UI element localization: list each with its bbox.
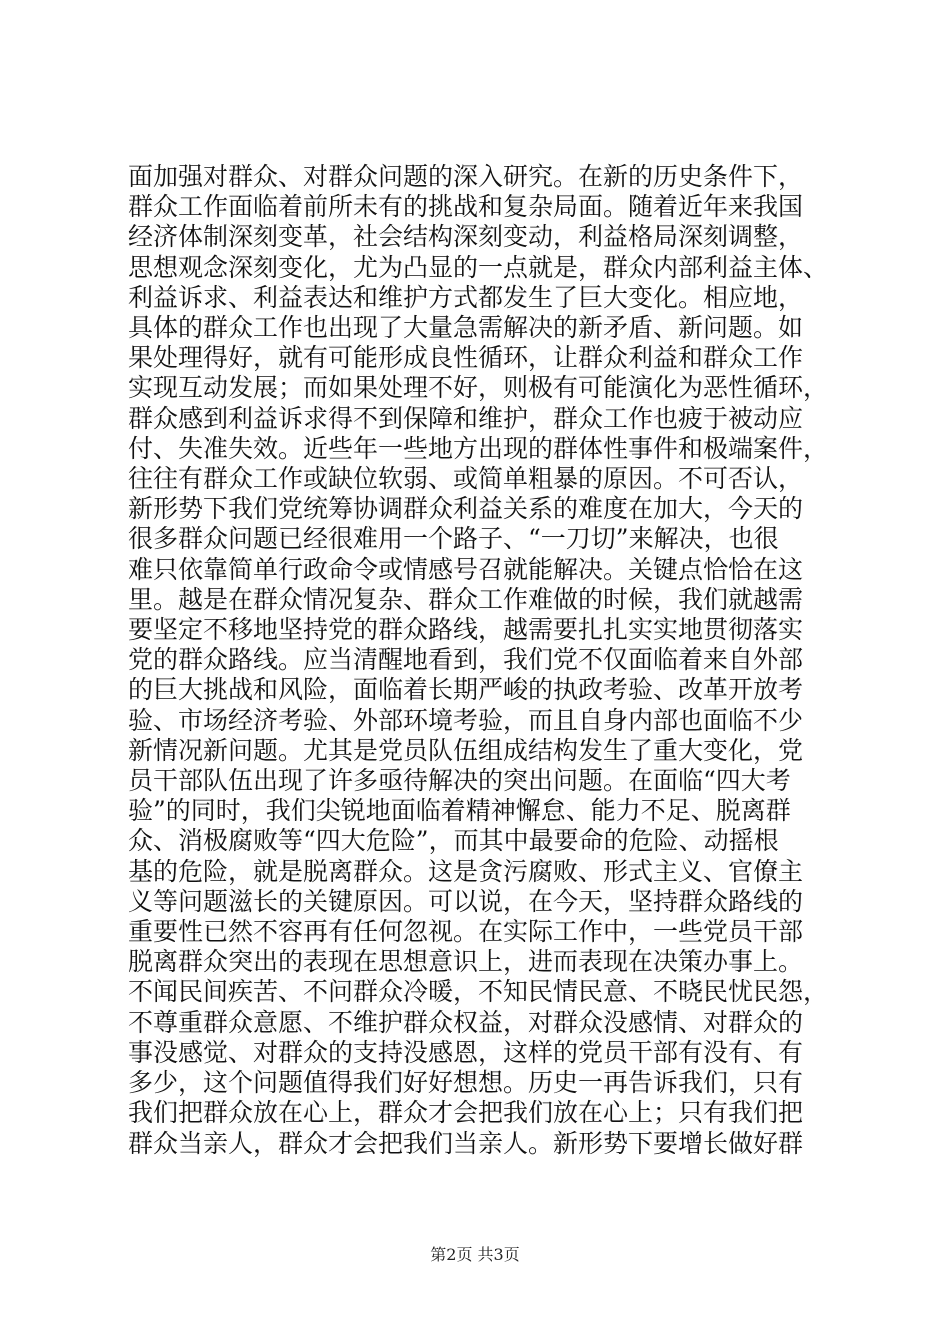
page-number-footer: 第2页 共3页 [430,1245,520,1264]
body-paragraph: 面加强对群众、对群众问题的深入研究。在新的历史条件下， 群众工作面临着前所未有的挑战和复杂局面。随着近年来我国 经济体制深刻变革，社会结构深刻变动，利益格局深刻调整， 思想观念深刻变化，尤为凸显的一点就是，群众内部利益主体、 利益诉求、利益表达和维护方式都发生了巨大变化。相应地， 具体的群众工作也出现了大量急需解决的新矛盾、新问题。如 果处理得好，就有可能形成良性循环，让群众利益和群众工作 实现互动发展；而如果处理不好，则极有可能演化为恶性循环， 群众感到利益诉求得不到保障和维护，群众工作也疲于被动应 付、失准失效。近些年一些地方出现的群体性事件和极端案件， 往往有群众工作或缺位软弱、或简单粗暴的原因。不可否认， 新形势下我们党统筹协调群众利益关系的难度在加大，今天的 很多群众问题已经很难用一个路子、“一刀切”来解决，也很 难只依靠简单行政命令或情感号召就能解决。关键点恰恰在这 里。越是在群众情况复杂、群众工作难做的时候，我们就越需 要坚定不移地坚持党的群众路线，越需要扎扎实实地贯彻落实 党的群众路线。应当清醒地看到，我们党不仅面临着来自外部 的巨大挑战和风险，面临着长期严峻的执政考验、改革开放考 验、市场经济考验、外部环境考验，而且自身内部也面临不少 新情况新问题。尤其是党员队伍组成结构发生了重大变化，党 员干部队伍出现了许多亟待解决的突出问题。在面临“四大考 验”的同时，我们尖锐地面临着精神懈怠、能力不足、脱离群 众、消极腐败等“四大危险”，而其中最要命的危险、动摇根 基的危险，就是脱离群众。这是贪污腐败、形式主义、官僚主 义等问题滋长的关键原因。可以说，在今天，坚持群众路线的 重要性已然不容再有任何忽视。在实际工作中，一些党员干部 脱离群众突出的表现在思想意识上，进而表现在决策办事上。 不闻民间疾苦、不问群众冷暖，不知民情民意、不晓民忧民怨， 不尊重群众意愿、不维护群众权益，对群众没感情、对群众的 事没感觉、对群众的支持没感恩，这样的党员干部有没有、有 多少，这个问题值得我们好好想想。历史一再告诉我们，只有 我们把群众放在心上，群众才会把我们放在心上；只有我们把 群众当亲人，群众才会把我们当亲人。新形势下要增长做好群 [128,162,828,1158]
